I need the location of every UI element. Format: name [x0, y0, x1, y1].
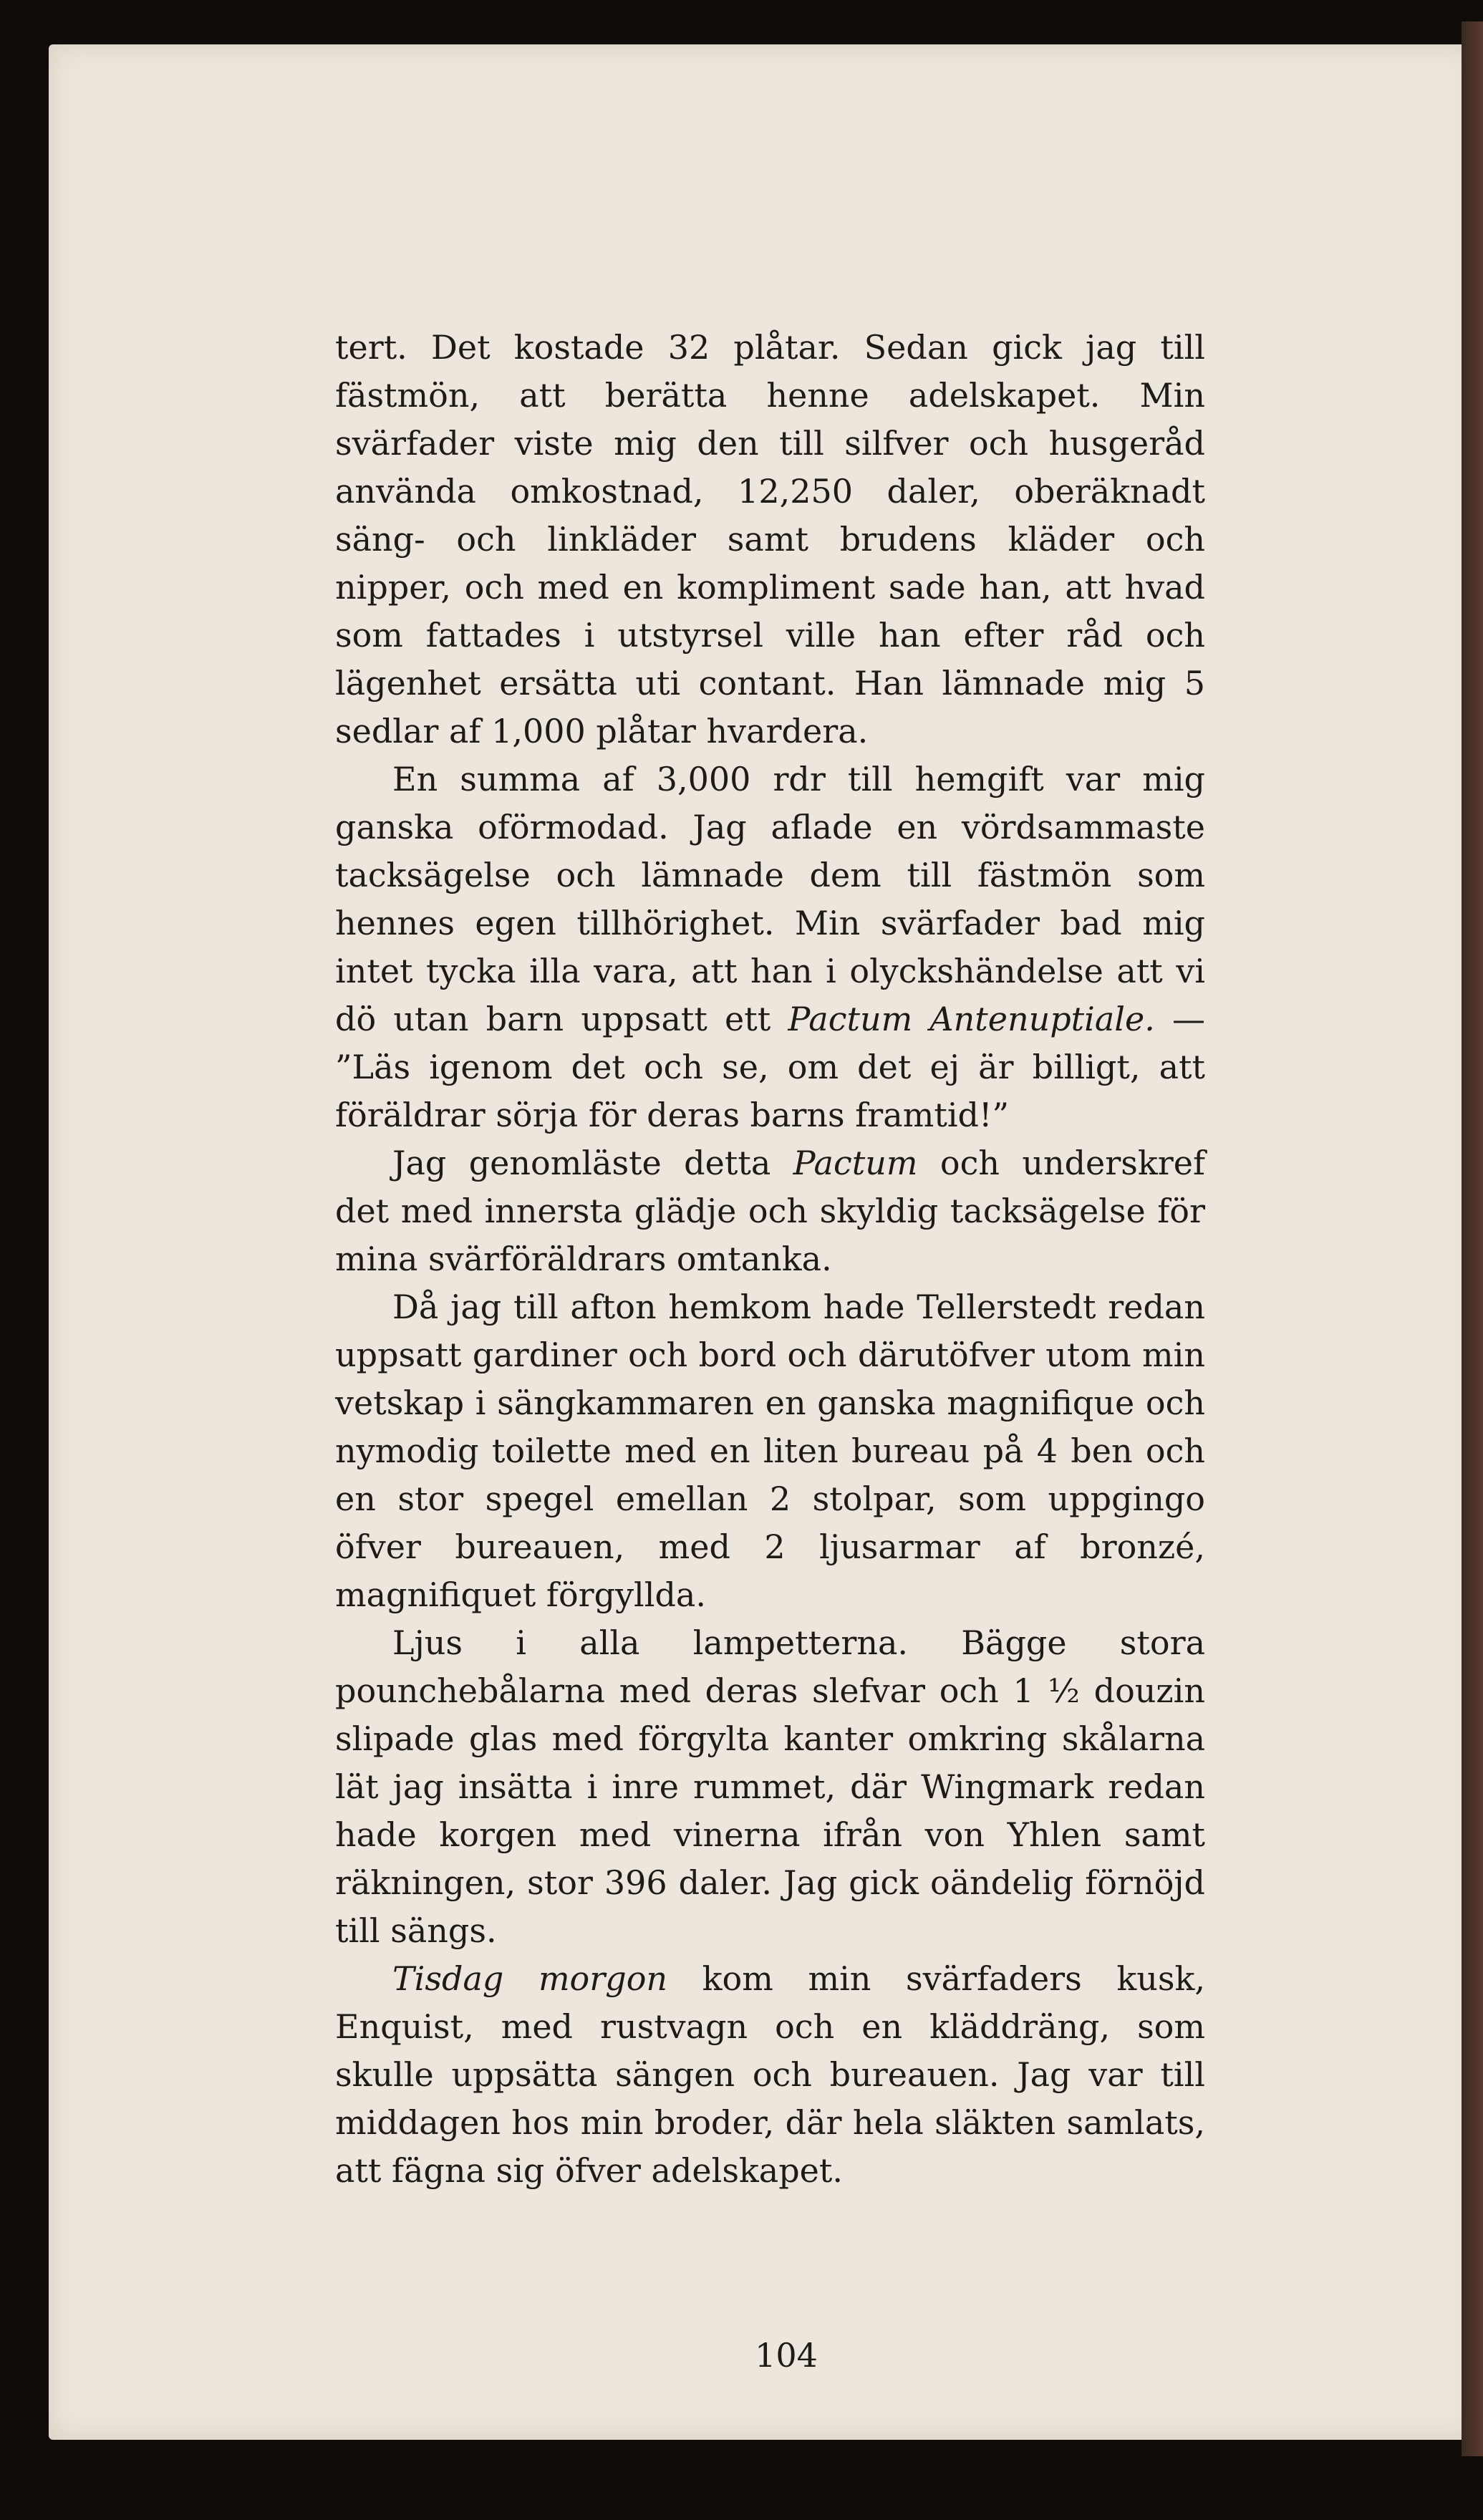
paragraph-2-italic: Pactum Antenuptiale. — [788, 1000, 1155, 1038]
paragraph-1: tert. Det kostade 32 plåtar. Sedan gick jag till fästmön, att berätta henne adelskapet. Min svärfader viste mig den till silfver och husgeråd använda omkostnad, 12,250 daler, oberäknadt säng- och linkläder samt brudens kläder och nipper, och med en kompliment sade han, att hvad som fattades i utstyrsel ville han efter råd och lägenhet ersätta uti contant. Han lämnade mig 5 sedlar af 1,000 plåtar hvardera. — [335, 328, 1205, 750]
paragraph-3-text-a: Jag genomläste detta — [392, 1144, 793, 1182]
paragraph-2 — [335, 755, 1205, 1139]
paragraph-2-text-a: En summa af 3,000 rdr till hemgift var mig ganska oförmodad. Jag aflade en vördsammaste tacksägelse och lämnade dem till fästmön som hennes egen tillhörighet. Min svärfader bad mig intet tycka illa vara, att han i olyckshändelse att vi dö utan barn uppsatt ett — [335, 760, 1205, 1038]
book-spine-edge — [1462, 21, 1483, 2456]
book-page — [49, 44, 1477, 2440]
page-number: 104 — [755, 2336, 818, 2375]
paragraph-5: Ljus i alla lampetterna. Bägge stora pounchebålarna med deras slefvar och 1 ½ douzin slipade glas med förgylta kanter omkring skålarna lät jag insätta i inre rummet, där Wingmark redan hade korgen med vinerna ifrån von Yhlen samt räkningen, stor 396 daler. Jag gick oändelig förnöjd till sängs. — [335, 1623, 1205, 1950]
paragraph-2-text-b: — ”Läs igenom det och se, om det ej är billigt, att föräldrar sörja för deras barns framtid!” — [335, 1000, 1206, 1134]
paragraph-4: Då jag till afton hemkom hade Tellerstedt redan uppsatt gardiner och bord och därutöfver utom min vetskap i sängkammaren en ganska magnifique och nymodig toilette med en liten bureau på 4 ben och en stor spegel emellan 2 stolpar, som uppgingo öfver bureauen, med 2 ljusarmar af bronzé, magnifiquet förgyllda. — [335, 1288, 1205, 1614]
paragraph-3-text-b: och underskref det med innersta glädje och skyldig tacksägelse för mina svärföräldrars omtanka. — [335, 1144, 1205, 1278]
paragraph-6 — [335, 1955, 1205, 2195]
paragraph-3 — [335, 1139, 1205, 1283]
paragraph-3-italic: Pactum — [793, 1144, 918, 1182]
body-text — [335, 324, 1205, 2195]
paragraph-6-text: kom min svärfaders kusk, Enquist, med rustvagn och en kläddräng, som skulle uppsätta sängen och bureauen. Jag var till middagen hos min broder, där hela släkten samlats, att fägna sig öfver adelskapet. — [335, 1959, 1205, 2190]
paragraph-6-italic: Tisdag morgon — [392, 1959, 668, 1998]
